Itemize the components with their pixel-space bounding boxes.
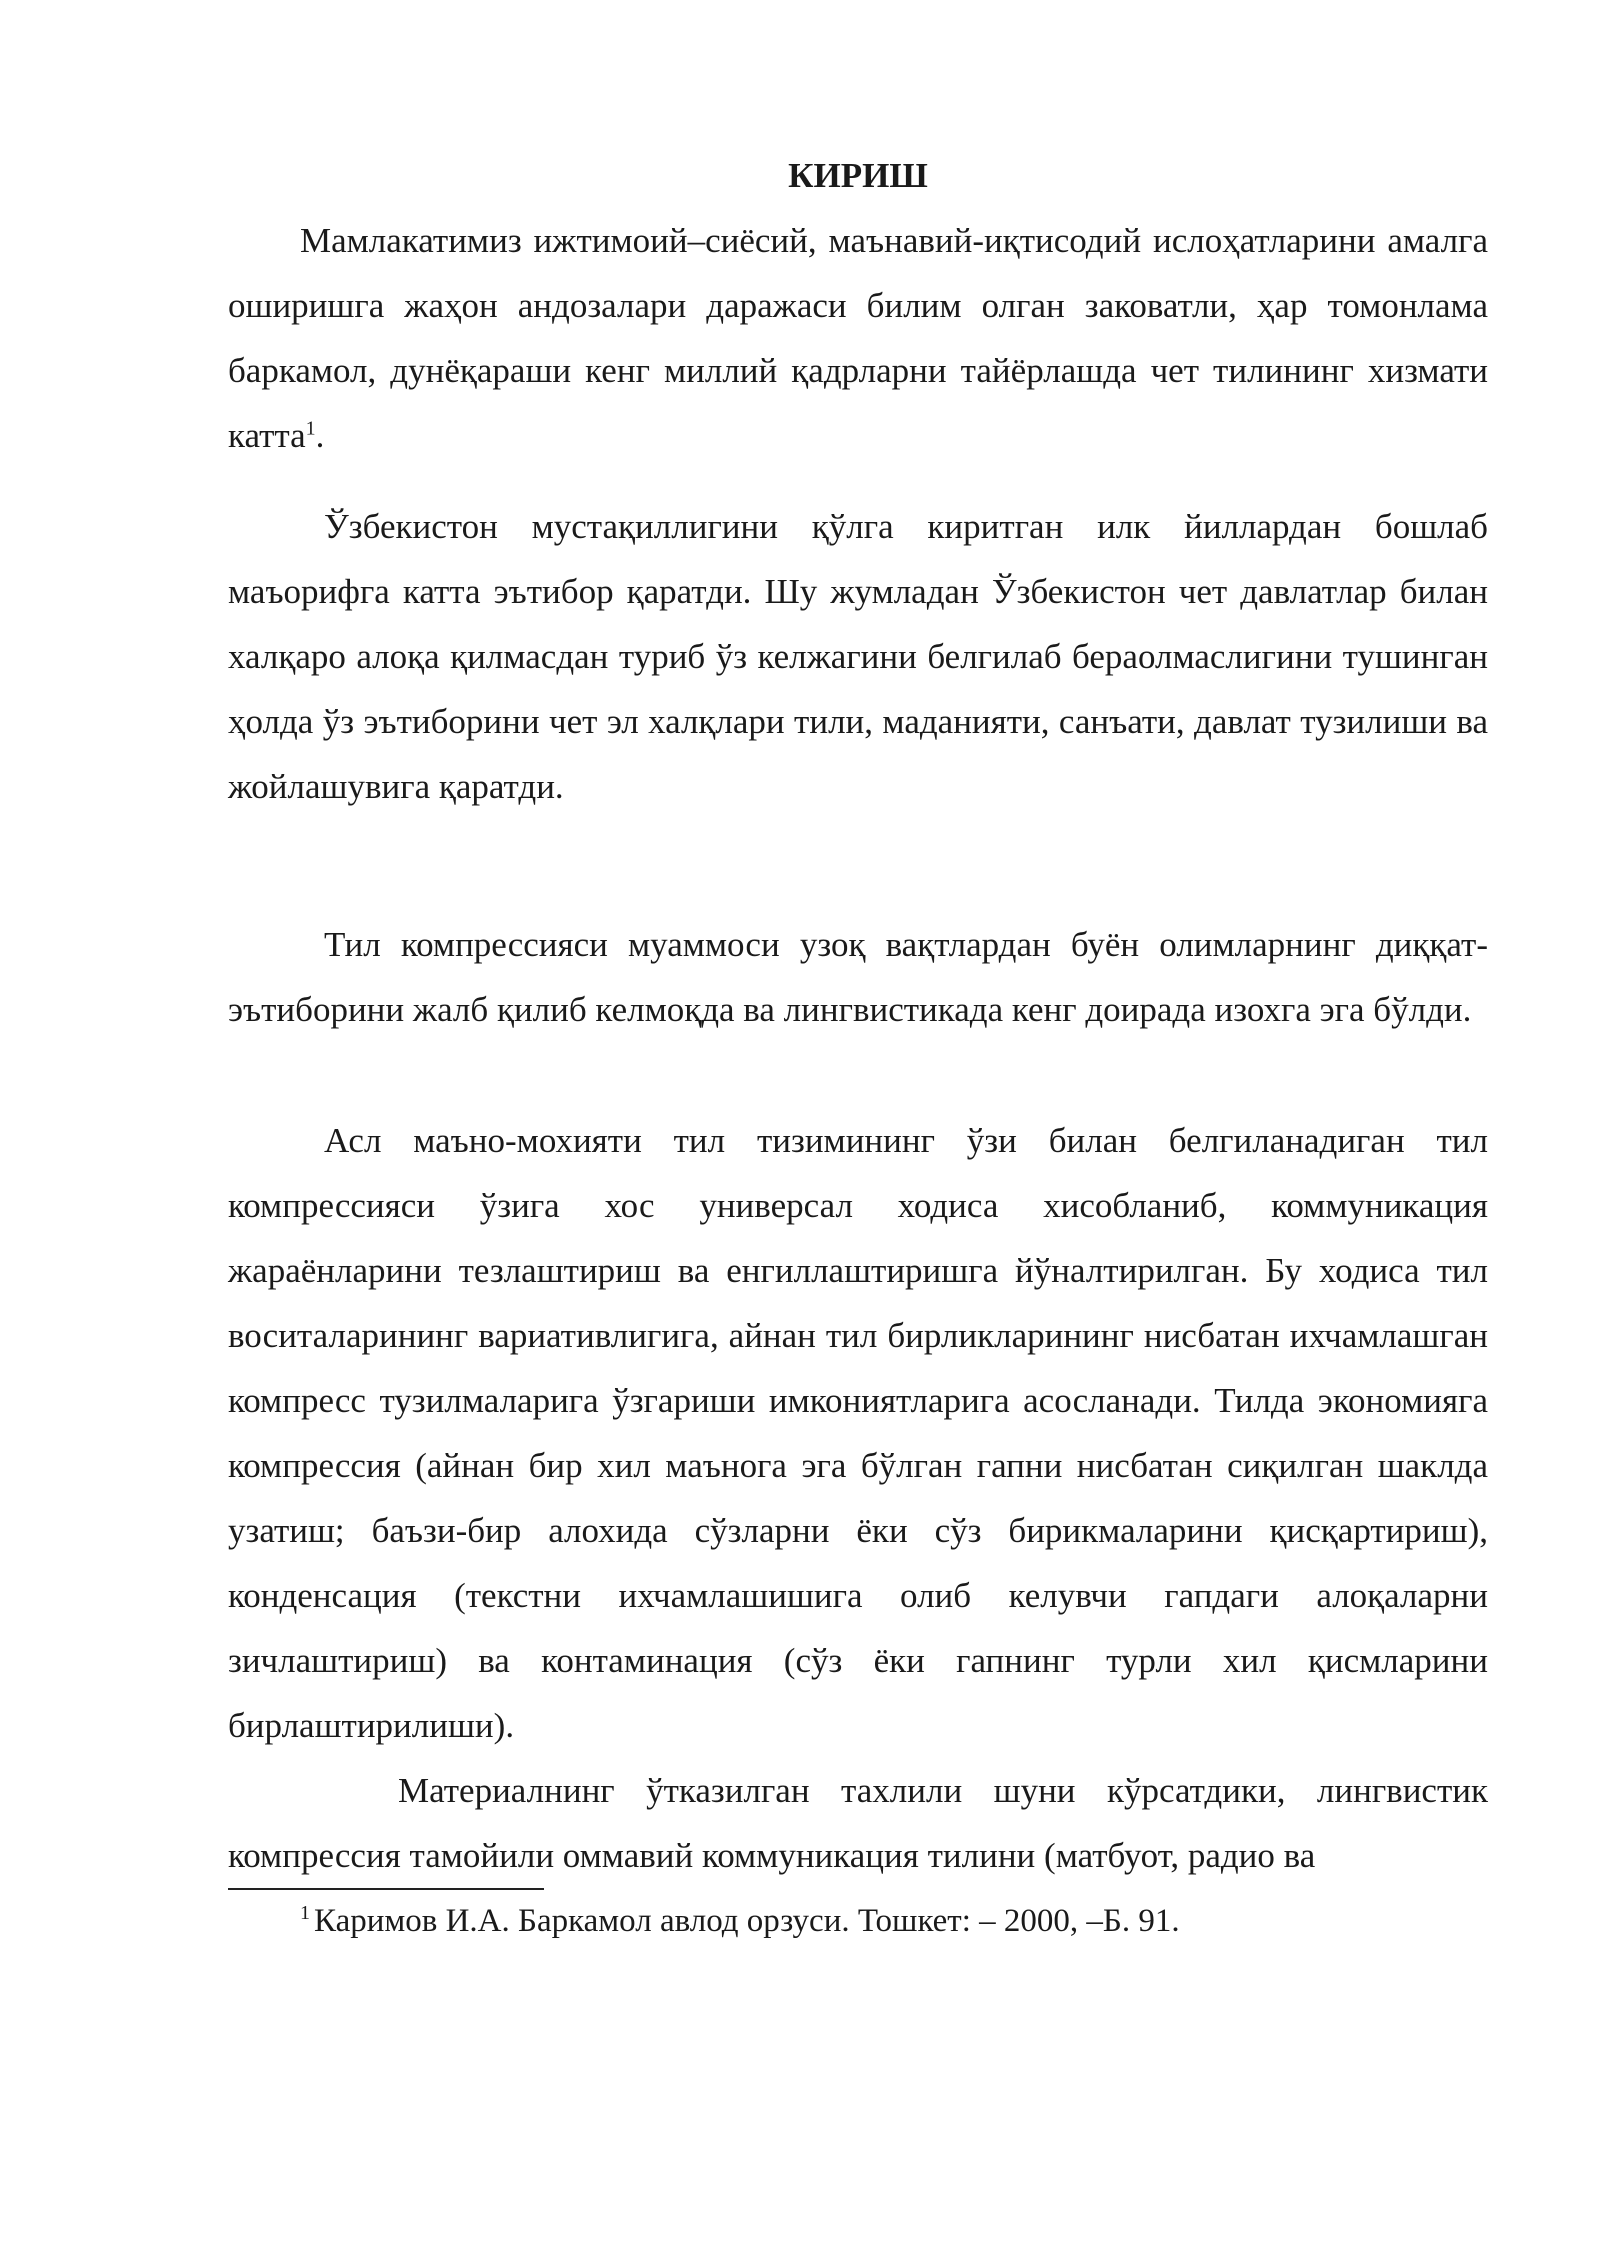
paragraph-5: Материалнинг ўтказилган тахлили шуни кўрсатдики, лингвистик компрессия тамойили оммавий коммуникация тилини (матбуот, радио ва [228,1771,1488,1875]
footnote-separator [228,1888,544,1890]
paragraph-1-text: Мамлакатимиз ижтимоий–сиёсий, маънавий-иқтисодий ислоҳатларини амалга оширишга жаҳон андозалари даражаси билим олган заковатли, ҳар томонлама баркамол, дунёқараши кенг миллий қадрларни тайёрлашда чет тилининг хизмати катта [228,221,1488,455]
footnote-reference[interactable]: 1 [305,417,316,440]
footnote-mark: 1 [300,1902,310,1924]
paragraph-2: Ўзбекистон мустақиллигини қўлга киритган илк йиллардан бошлаб маъорифга катта эътибор қаратди. Шу жумладан Ўзбекистон чет давлатлар билан халқаро алоқа қилмасдан туриб ўз келжагини белгилаб бераолмаслигини тушинган ҳолда ўз эътиборини чет эл халқлари тили, маданияти, санъати, давлат тузилиши ва жойлашувига қаратди. [228,507,1488,806]
footnote [300,1897,1488,1945]
paragraph-3: Тил компрессияси муаммоси узоқ вақтлардан буён олимларнинг диққат-эътиборини жалб қилиб келмоқда ва лингвистикада кенг доирада изохга эга бўлди. [228,925,1488,1029]
paragraph-1-end: . [315,416,325,455]
page-title: КИРИШ [788,156,928,195]
paragraph-4: Асл маъно-мохияти тил тизимининг ўзи билан белгиланадиган тил компрессияси ўзига хос универсал ходиса хисобланиб, коммуникация жараёнларини тезлаштириш ва енгиллаштиришга йўналтирилган. Бу ходиса тил воситаларининг вариативлигига, айнан тил бирликларининг нисбатан ихчамлашган компресс тузилмаларига ўзгариши имкониятларига асосланади. Тилда экономияга компрессия (айнан бир хил маънога эга бўлган гапни нисбатан сиқилган шаклда узатиш; баъзи-бир алохида сўзларни ёки сўз бирикмаларини қисқартириш), конденсация (текстни ихчамлашишига олиб келувчи гапдаги алоқаларни зичлаштириш) ва контаминация (сўз ёки гапнинг турли хил қисмларини бирлаштирилиши). [228,1121,1488,1745]
footnote-text: Каримов И.А. Баркамол авлод орзуси. Тошкет: – 2000, –Б. 91. [314,1903,1180,1939]
paragraph-1 [228,208,1488,468]
